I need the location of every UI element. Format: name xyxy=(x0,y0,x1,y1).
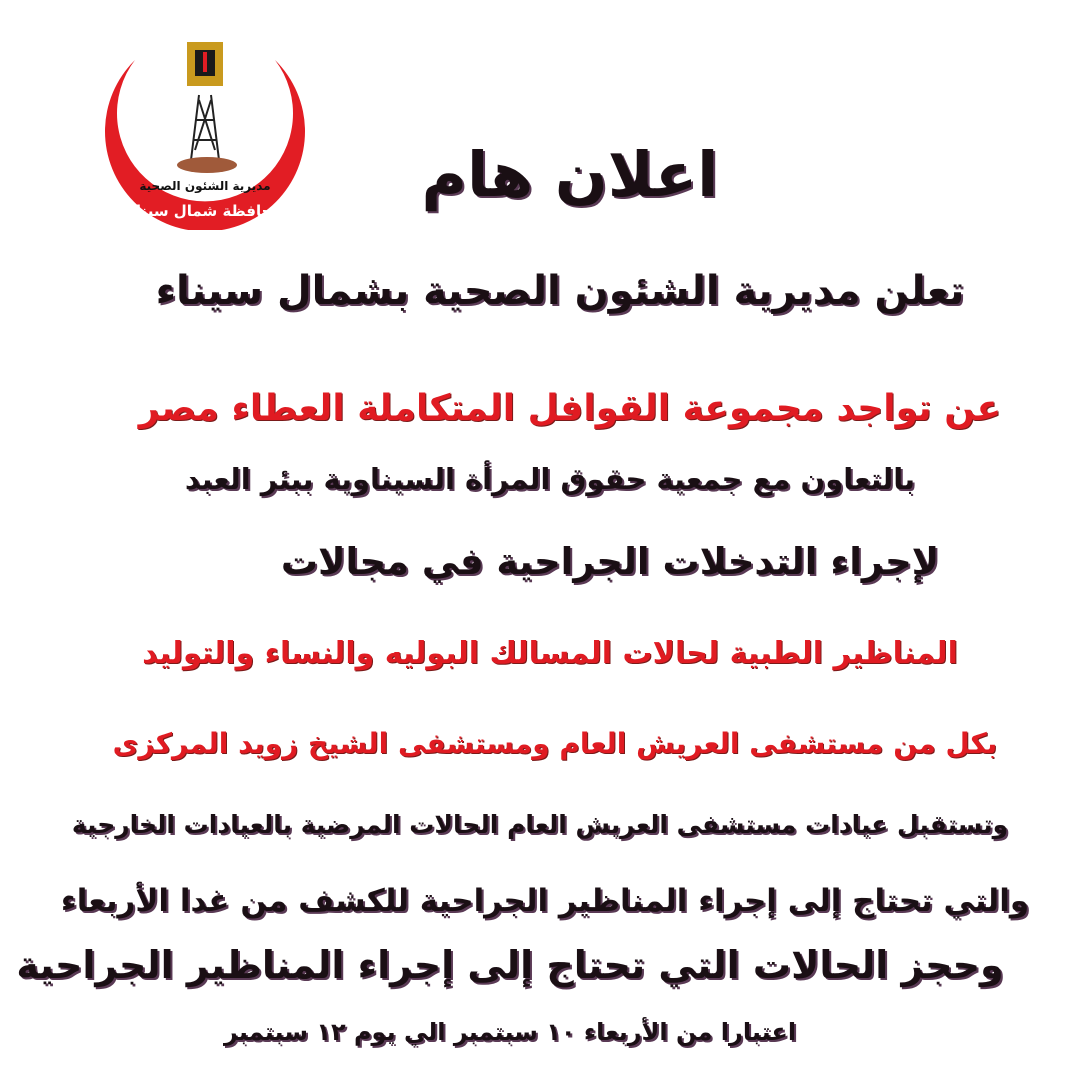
announcement-line: والتي تحتاج إلى إجراء المناظير الجراحية للكشف من غدا الأربعاء xyxy=(60,883,1030,919)
announcement-line: تعلن مديرية الشئون الصحية بشمال سيناء xyxy=(155,268,965,314)
announcement-title: اعلان هام xyxy=(421,138,719,211)
announcement-line: وحجز الحالات التي تحتاج إلى إجراء المناظير الجراحية xyxy=(16,943,1004,987)
health-directorate-logo xyxy=(95,20,315,230)
announcement-line: وتستقبل عيادات مستشفى العريش العام الحالات المرضية بالعيادات الخارجية xyxy=(71,810,1009,839)
announcement-date-line: اعتبارا من الأربعاء ١٠ سبتمبر الي يوم ١٢ سبتمبر xyxy=(223,1018,797,1046)
announcement-line: بالتعاون مع جمعية حقوق المرأة السيناوية ببئر العبد xyxy=(184,462,916,496)
announcement-line: عن تواجد مجموعة القوافل المتكاملة العطاء مصر xyxy=(138,388,1002,429)
announcement-line: لإجراء التدخلات الجراحية في مجالات xyxy=(280,540,940,583)
announcement-line: المناظير الطبية لحالات المسالك البوليه والنساء والتوليد xyxy=(142,636,958,671)
oil-derrick-icon xyxy=(177,95,237,173)
svg-text:مديرية الشئون الصحية: مديرية الشئون الصحية xyxy=(139,179,271,193)
announcement-line: بكل من مستشفى العريش العام ومستشفى الشيخ زويد المركزى xyxy=(112,727,998,760)
eagle-emblem-icon xyxy=(187,42,223,86)
svg-text:محافظة شمال سيناء: محافظة شمال سيناء xyxy=(128,202,282,220)
